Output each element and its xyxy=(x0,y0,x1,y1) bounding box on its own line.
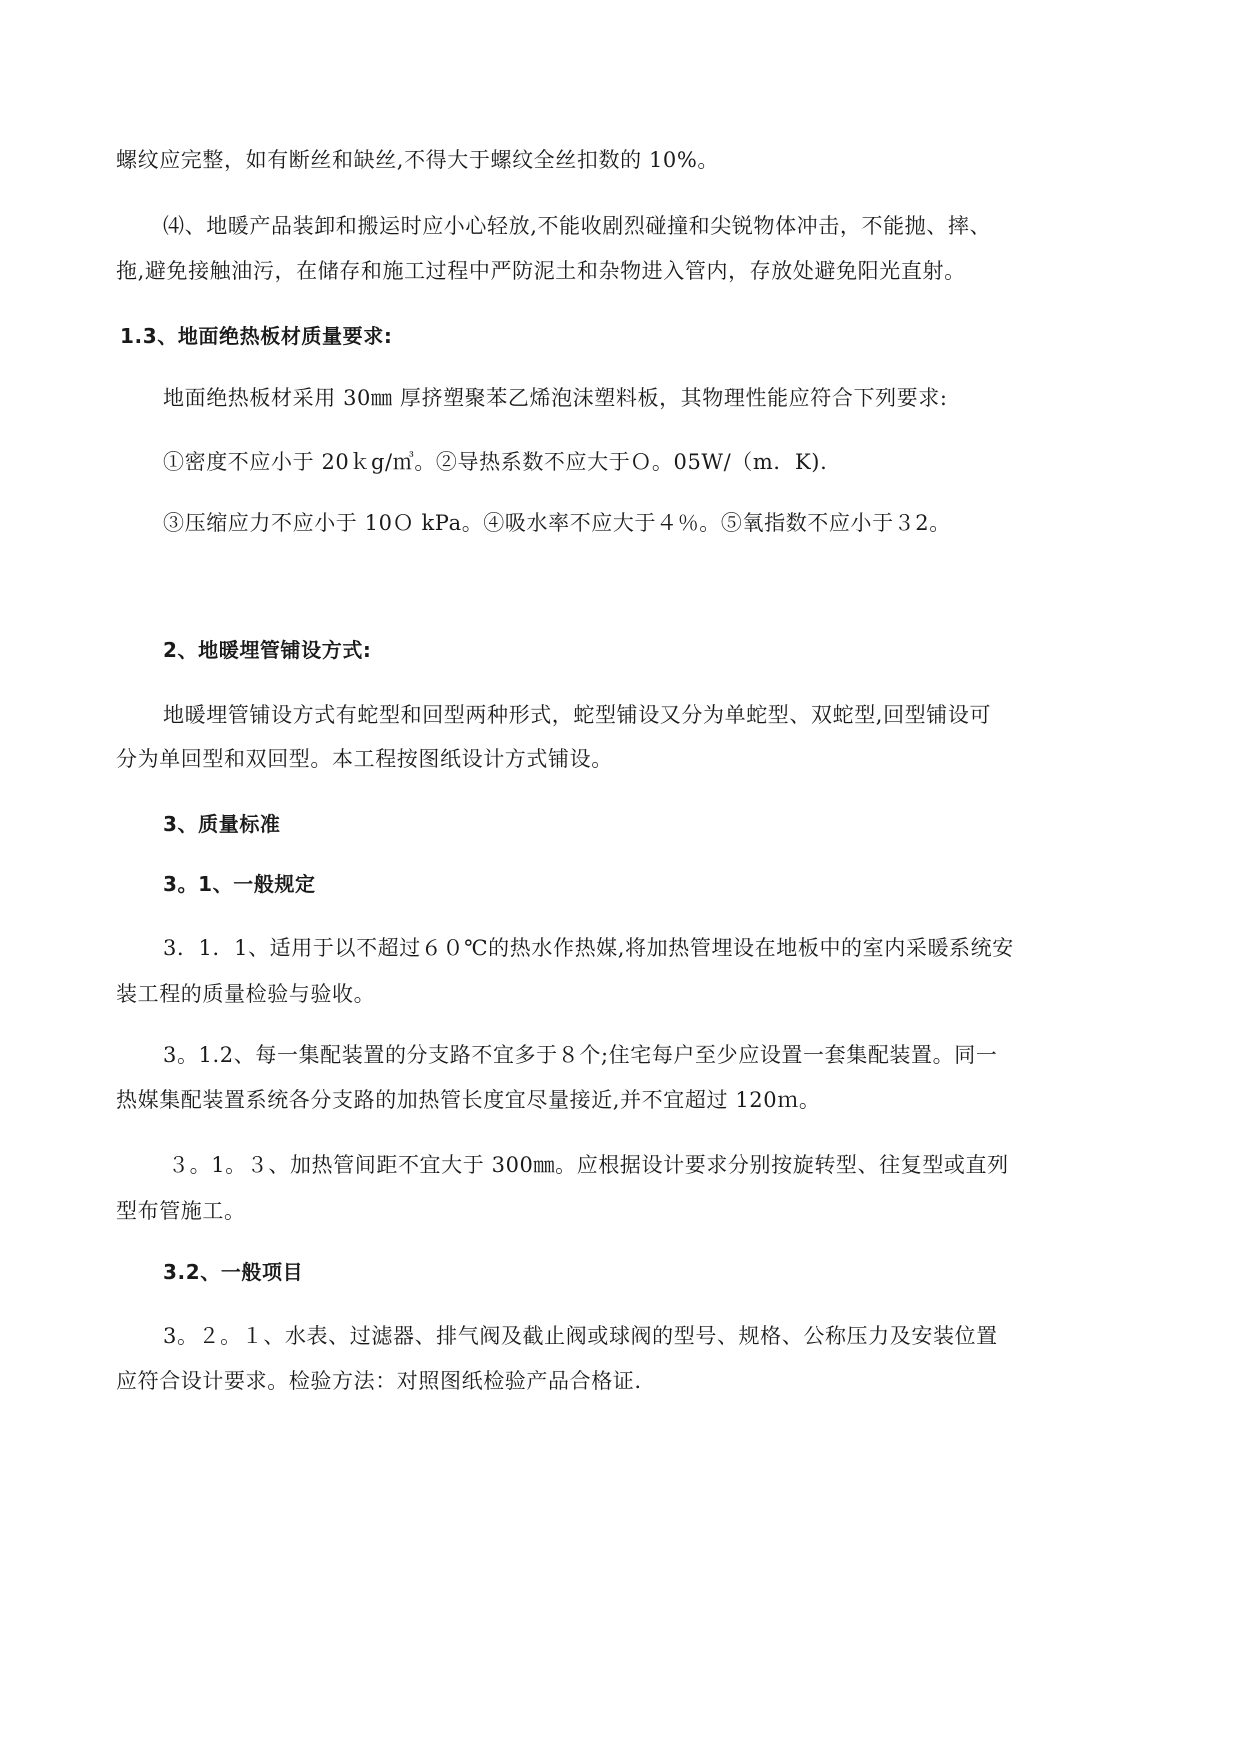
section-heading: 2、地暖埋管铺设方式: xyxy=(163,638,372,662)
paragraph-line: ⑷、地暖产品装卸和搬运时应小心轻放,不能收剧烈碰撞和尖锐物体冲击，不能抛、摔、 xyxy=(163,214,992,238)
paragraph-line: 地暖埋管铺设方式有蛇型和回型两种形式，蛇型铺设又分为单蛇型、双蛇型,回型铺设可 xyxy=(163,703,992,727)
paragraph-line: 3。２。１、水表、过滤器、排气阀及截止阀或球阀的型号、规格、公称压力及安装位置 xyxy=(163,1324,998,1348)
paragraph-line: 地面绝热板材采用 30㎜ 厚挤塑聚苯乙烯泡沫塑料板，其物理性能应符合下列要求: xyxy=(163,386,948,410)
paragraph-line: ③压缩应力不应小于 10Ｏ kPa。④吸水率不应大于４％。⑤氧指数不应小于３2。 xyxy=(163,511,951,535)
paragraph-line: ①密度不应小于 20ｋg/㎥。②导热系数不应大于Ｏ。05W/（m．K). xyxy=(163,450,828,474)
section-heading: 1.3、地面绝热板材质量要求: xyxy=(120,324,393,348)
paragraph-line: 装工程的质量检验与验收。 xyxy=(116,982,376,1006)
paragraph-line: 拖,避免接触油污，在储存和施工过程中严防泥土和杂物进入管内，存放处避免阳光直射。 xyxy=(116,259,966,283)
paragraph-line: 分为单回型和双回型。本工程按图纸设计方式铺设。 xyxy=(116,747,613,771)
subsection-heading: 3.2、一般项目 xyxy=(163,1260,304,1284)
paragraph-line: 型布管施工。 xyxy=(116,1199,246,1223)
paragraph-line: 3．1．1、适用于以不超过６０℃的热水作热媒,将加热管埋设在地板中的室内采暖系统安 xyxy=(163,936,1014,960)
paragraph-line: 螺纹应完整，如有断丝和缺丝,不得大于螺纹全丝扣数的 10%。 xyxy=(116,148,720,172)
paragraph-line: 热媒集配装置系统各分支路的加热管长度宜尽量接近,并不宜超过 120ｍ。 xyxy=(116,1088,821,1112)
subsection-heading: 3。1、一般规定 xyxy=(163,872,316,896)
section-heading: 3、质量标准 xyxy=(163,812,281,836)
paragraph-line: 3。1.2、每一集配装置的分支路不宜多于８个;住宅每户至少应设置一套集配装置。同一 xyxy=(163,1043,998,1067)
paragraph-line: 应符合设计要求。检验方法：对照图纸检验产品合格证. xyxy=(116,1369,642,1393)
paragraph-line: ３。1。３、加热管间距不宜大于 300㎜。应根据设计要求分别按旋转型、往复型或直列 xyxy=(168,1153,1009,1177)
